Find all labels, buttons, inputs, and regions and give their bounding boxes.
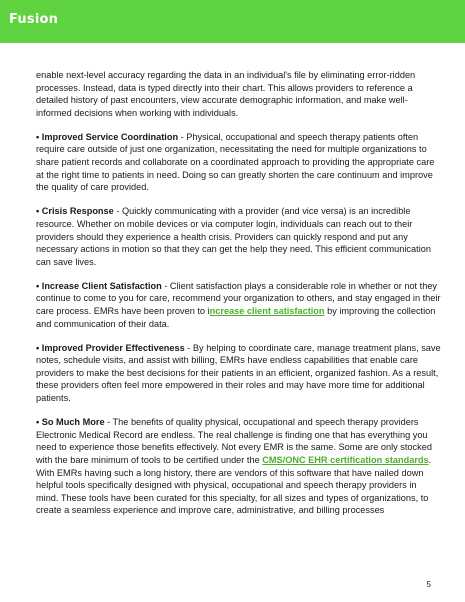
section-body: - Physical, occupational and speech therapy patients often require care outside of just one organization, necessitating the need for multiple organizations to share patient records and collaborate on a coordinated approach to providing the appropriate care at the right time to patients in need. Doing so can greatly shorten the care continuum and improve the quality of care provided.: [36, 131, 435, 193]
section-body: - Quickly communicating with a provider (and vice versa) is an incredible resource. Whether on mobile devices or via computer login, individuals can reach out to their providers should they experience a health crisis. Providers can quickly respond and put any necessary actions in motion so that they can get the help they need. This efficient communication can save lives.: [36, 206, 431, 267]
page-number: 5: [426, 580, 431, 589]
document-body: [36, 69, 441, 528]
section-heading: • Crisis Response: [36, 206, 114, 217]
section-heading: • So Much More: [36, 417, 105, 428]
section-so-much-more: [36, 416, 441, 517]
section-crisis-response: [36, 205, 441, 268]
section-client-satisfaction: [36, 280, 441, 330]
section-body-continued: . With EMRs having such a long history, there are vendors of this software that have nailed down helpful tools specifically designed with physical, occupational and speech therapy providers in mind. These tools have been curated for this specialty, for all sizes and types of organizations, to create a seamless experience and improve care, administrative, and billing processes: [36, 454, 432, 516]
section-service-coordination: [36, 131, 441, 194]
certification-standards-link[interactable]: CMS/ONC EHR certification standards: [262, 454, 429, 465]
header-bar: [0, 0, 465, 43]
intro-paragraph: enable next-level accuracy regarding the data in an individual's file by eliminating error-ridden processes. Instead, data is typed directly into their chart. This allows providers to reference a detailed history of past encounters, view accurate demographic information, and make well-informed decisions when working with individuals.: [36, 70, 416, 118]
brand-logo: Fusion: [9, 12, 59, 27]
section-body: - By helping to coordinate care, manage treatment plans, save notes, schedule visits, and assist with billing, EMRs have endless capabilities that enable care providers to make the best decisions for their patients in an efficient, organized fashion. As a result, these providers often feel more empowered in their roles and may have more time for additional patients.: [36, 342, 441, 404]
section-heading: • Increase Client Satisfaction: [36, 280, 162, 291]
section-body: - The benefits of quality physical, occupational and speech therapy providers Electronic Medical Record are endless. The real challenge is finding one that has everything you need to experience those benefits effectively. Not every EMR is the same. Some are only stocked with the bare minimum of tools to be certified under the: [36, 417, 432, 465]
section-body-continued: by improving the collection and communication of their data.: [36, 306, 436, 329]
section-provider-effectiveness: [36, 342, 441, 405]
section-heading: • Improved Provider Effectiveness: [36, 342, 185, 353]
client-satisfaction-link[interactable]: ncrease client satisfaction: [209, 306, 325, 316]
section-body: - Client satisfaction plays a considerable role in whether or not they continue to come to you for care, recommend your organization to others, and stay engaged in their care process. EMRs have been proven to i: [36, 280, 441, 316]
section-heading: • Improved Service Coordination: [36, 131, 179, 142]
